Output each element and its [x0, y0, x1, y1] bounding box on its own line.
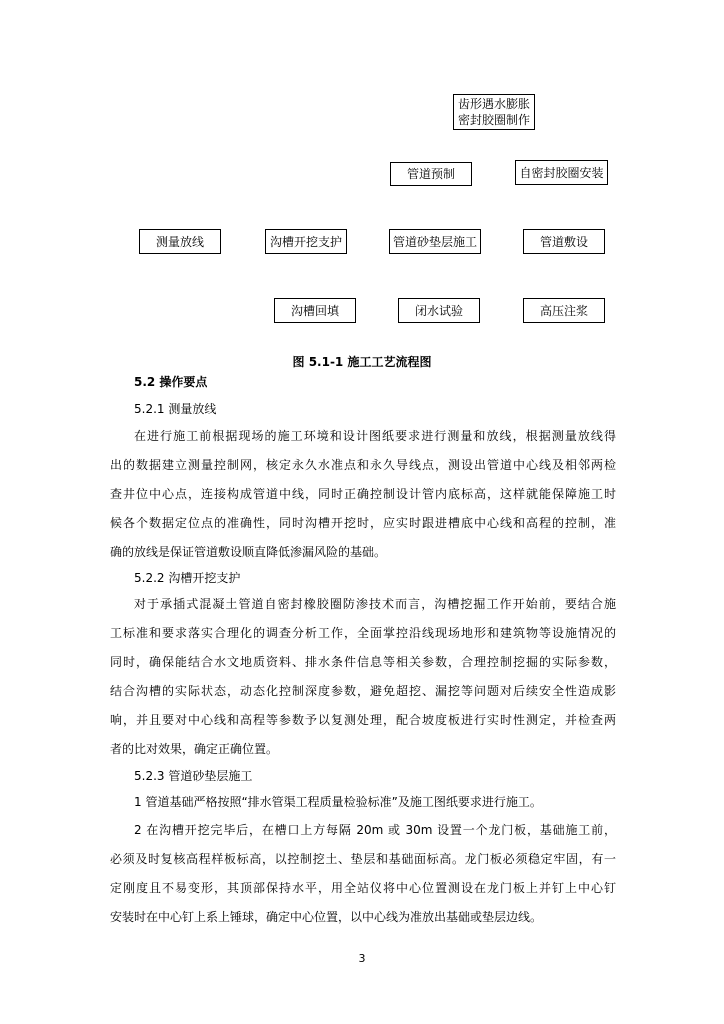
text-line: 安装时在中心钉上系上锤球，确定中心位置，以中心线为准放出基础或垫层边线。 — [110, 910, 543, 924]
flowchart-box-gasket-making — [453, 94, 535, 130]
text-line: 2 在沟槽开挖完毕后，在槽口上方每隔 20m 或 30m 设置一个龙门板，基础施工前， — [134, 823, 616, 837]
text-line: 对于承插式混凝土管道自密封橡胶圈防渗技术而言，沟槽挖掘工作开始前，要结合施 — [134, 597, 616, 611]
paragraph-survey — [110, 422, 616, 567]
text-line: 工标准和要求落实合理化的调查分析工作，全面掌控沿线现场地形和建筑物等设施情况的 — [110, 626, 616, 640]
text-line: 在进行施工前根据现场的施工环境和设计图纸要求进行测量和放线，根据测量放线得 — [134, 429, 616, 443]
flowchart-box-sand-cushion: 管道砂垫层施工 — [389, 229, 481, 254]
text-line: 定刚度且不易变形，其顶部保持水平，用全站仪将中心位置测设在龙门板上并钉上中心钉 — [110, 881, 616, 895]
flowchart-box-pipe-laying: 管道敷设 — [523, 229, 605, 254]
flowchart-box-backfill: 沟槽回填 — [274, 298, 356, 323]
text-line: 候各个数据定位点的准确性，同时沟槽开挖时，应实时跟进槽底中心线和高程的控制，准 — [110, 516, 616, 530]
subsection-title-trench: 5.2.2 沟槽开挖支护 — [134, 571, 241, 585]
subsection-title-sand-cushion: 5.2.3 管道砂垫层施工 — [134, 769, 253, 783]
text-line: 必须及时复核高程样板标高，以控制挖土、垫层和基础面标高。龙门板必须稳定牢固，有一 — [110, 852, 616, 866]
text-line: 查井位中心点，连接构成管道中线，同时正确控制设计管内底标高，这样就能保障施工时 — [110, 487, 616, 501]
box-line-2: 密封胶圈制作 — [457, 113, 530, 127]
flowchart-box-gasket-install: 自密封胶圈安装 — [515, 160, 608, 185]
text-line: 响，并且要对中心线和高程等参数予以复测处理，配合坡度板进行实时性测定，并检查两 — [110, 713, 616, 727]
text-line: 者的比对效果，确定正确位置。 — [110, 742, 279, 756]
page-number: 3 — [358, 952, 366, 965]
text-line: 同时，确保能结合水文地质资料、排水条件信息等相关参数，合理控制挖掘的实际参数， — [110, 655, 616, 669]
paragraph-sand-cushion-1 — [110, 788, 616, 817]
flowchart-box-pipe-prefab: 管道预制 — [390, 162, 472, 186]
flowchart-box-survey: 测量放线 — [139, 229, 221, 254]
text-line: 确的放线是保证管道敷设顺直降低渗漏风险的基础。 — [110, 545, 387, 559]
flowchart-box-trench-excavation: 沟槽开挖支护 — [265, 229, 347, 254]
section-heading: 5.2 操作要点 — [134, 375, 208, 389]
flowchart-box-closed-water-test: 闭水试验 — [398, 298, 480, 323]
text-line: 1 管道基础严格按照“排水管渠工程质量检验标准”及施工图纸要求进行施工。 — [134, 795, 542, 809]
figure-caption: 图 5.1-1 施工工艺流程图 — [292, 355, 432, 369]
flowchart-box-grouting: 高压注浆 — [523, 298, 605, 323]
subsection-title-survey: 5.2.1 测量放线 — [134, 402, 217, 416]
box-line-1: 齿形遇水膨胀 — [457, 97, 530, 111]
paragraph-sand-cushion-2 — [110, 816, 616, 932]
text-line: 结合沟槽的实际状态，动态化控制深度参数，避免超挖、漏挖等问题对后续安全性造成影 — [110, 684, 616, 698]
paragraph-trench — [110, 590, 616, 764]
text-line: 出的数据建立测量控制网，核定永久水准点和永久导线点，测设出管道中心线及相邻两检 — [110, 458, 616, 472]
